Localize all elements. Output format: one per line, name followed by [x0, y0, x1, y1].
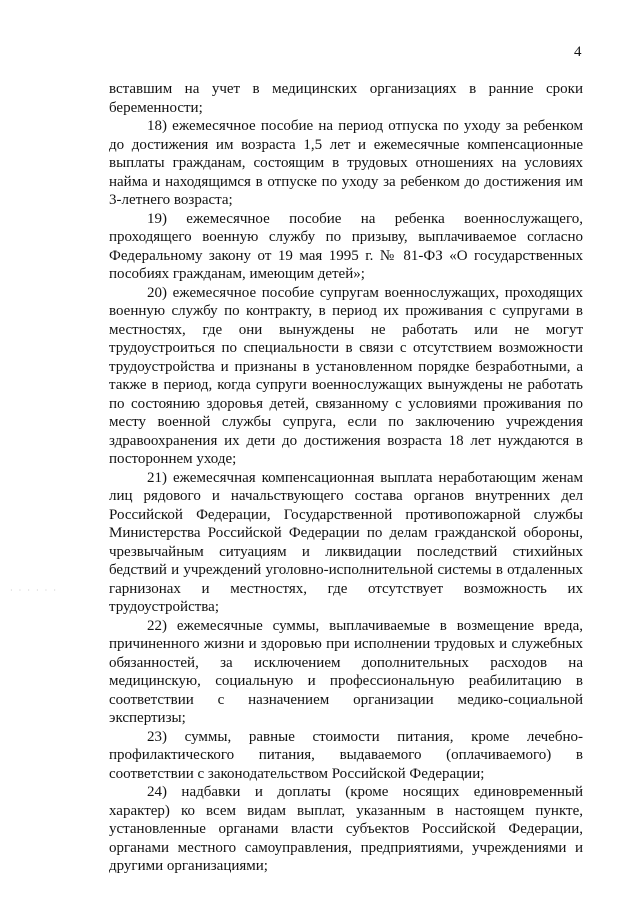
paragraph-item-23: 23) суммы, равные стоимости питания, кроме лечебно-профилактического питания, выдаваемого (оплачиваемого) в соответствии с законодательством Российской Федерации; — [109, 728, 583, 782]
paragraph-item-20: 20) ежемесячное пособие супругам военнослужащих, проходящих военную службу по контракту, в период их проживания с супругами в местностях, где они вынуждены не работать или не могут трудоустроиться по специальности в связи с отсутствием возможности трудоустройства и признаны в установленном порядке безработными, а также в период, когда супруги военнослужащих вынуждены не работать по состоянию здоровья детей, связанному с условиями проживания по месту военной службы супруга, если по заключению учреждения здравоохранения их дети до достижения возраста 18 лет нуждаются в постороннем уходе; — [109, 284, 583, 467]
scan-artifact: · · · · · · — [10, 586, 58, 595]
paragraph-item-22: 22) ежемесячные суммы, выплачиваемые в возмещение вреда, причиненного жизни и здоровью при исполнении трудовых и служебных обязанностей, за исключением дополнительных расходов на медицинскую, социальную и профессиональную реабилитацию в соответствии с назначением организации медико-социальной экспертизы; — [109, 617, 583, 726]
paragraph-item-21: 21) ежемесячная компенсационная выплата неработающим женам лиц рядового и начальствующего состава органов внутренних дел Российской Федерации, Государственной противопожарной службы Министерства Российской Федерации по делам гражданской обороны, чрезвычайным ситуациям и ликвидации последствий стихийных бедствий и учреждений уголовно-исполнительной системы в отдаленных гарнизонах и местностях, где отсутствует возможность их трудоустройства; — [109, 469, 583, 615]
paragraph-item-18: 18) ежемесячное пособие на период отпуска по уходу за ребенком до достижения им возраста 1,5 лет и ежемесячные компенсационные выплаты гражданам, состоящим в трудовых отношениях на условиях найма и находящимся в отпуске по уходу за ребенком до достижения им 3-летнего возраста; — [109, 118, 583, 208]
paragraph-continuation: вставшим на учет в медицинских организациях в ранние сроки беременности; — [109, 81, 583, 116]
paragraph-item-24: 24) надбавки и доплаты (кроме носящих единовременный характер) ко всем видам выплат, указанным в настоящем пункте, установленные органами власти субъектов Российской Федерации, органами местного самоуправления, предприятиями, учреждениями и другими организациями; — [109, 784, 583, 874]
page-number: 4 — [574, 44, 582, 60]
document-body — [109, 80, 583, 876]
paragraph-item-19: 19) ежемесячное пособие на ребенка военнослужащего, проходящего военную службу по призыву, выплачиваемое согласно Федеральному закону от 19 мая 1995 г. № 81-ФЗ «О государственных пособиях гражданам, имеющим детей»; — [109, 210, 583, 282]
